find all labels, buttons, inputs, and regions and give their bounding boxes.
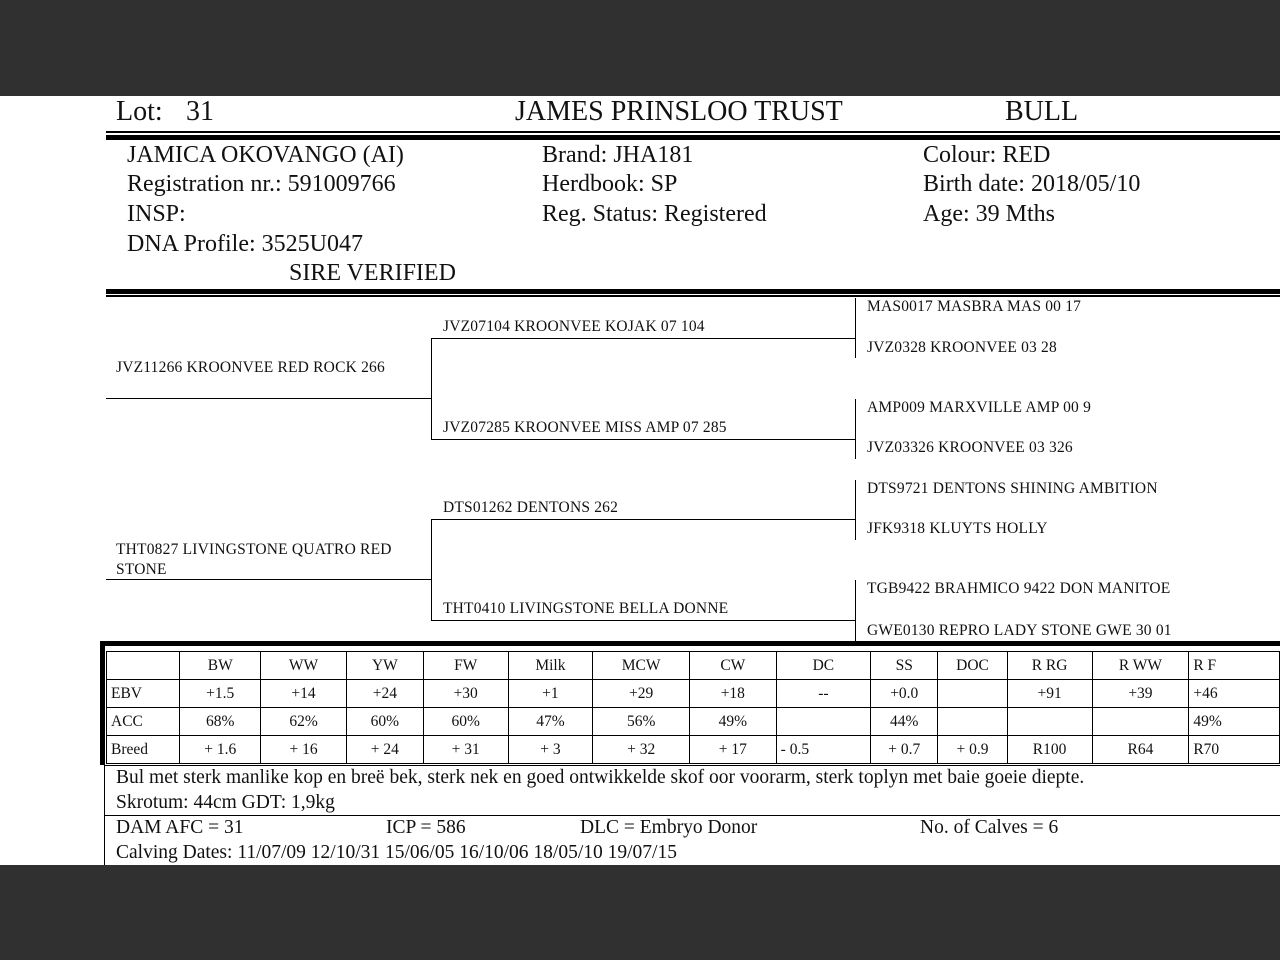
brand: Brand: JHA181	[542, 142, 694, 168]
header-cell: SS	[871, 652, 938, 680]
header-rule-thin	[106, 131, 1280, 133]
pedigree-dam: THT0827 LIVINGSTONE QUATRO RED STONE	[116, 541, 392, 578]
sire-verified: SIRE VERIFIED	[289, 260, 456, 286]
ggs-3: AMP009 MARXVILLE AMP 00 9	[867, 399, 1092, 416]
lot-label: Lot:	[116, 96, 163, 127]
ggs-5: DTS9721 DENTONS SHINING AMBITION	[867, 480, 1158, 497]
row-label: ACC	[107, 708, 180, 736]
breed-cell: + 16	[261, 736, 347, 764]
breed-cell: + 17	[689, 736, 776, 764]
header-rule-thick	[106, 135, 1280, 140]
pedigree-sire-dam: JVZ07285 KROONVEE MISS AMP 07 285	[443, 419, 727, 436]
age: Age: 39 Mths	[923, 201, 1055, 227]
bottom-dark-bar	[0, 865, 1280, 960]
acc-row	[107, 708, 1280, 736]
header-cell: WW	[261, 652, 347, 680]
acc-cell: 49%	[689, 708, 776, 736]
info-rule-thin	[106, 295, 1280, 297]
header-cell: DOC	[938, 652, 1007, 680]
acc-cell	[776, 708, 870, 736]
header-cell: R RG	[1007, 652, 1092, 680]
calving-dates: Calving Dates: 11/07/09 12/10/31 15/06/05 16/10/06 18/05/10 19/07/15	[116, 842, 677, 863]
dam-underline	[106, 579, 431, 580]
ebv-cell	[938, 680, 1007, 708]
sire-dam-line	[431, 439, 855, 440]
breed-cell: + 31	[423, 736, 508, 764]
acc-cell: 56%	[593, 708, 690, 736]
colour: Colour: RED	[923, 142, 1051, 168]
ebv-cell: +1	[508, 680, 593, 708]
header-cell: Milk	[508, 652, 593, 680]
header-cell: R WW	[1092, 652, 1189, 680]
ggs-bracket-3	[855, 480, 856, 540]
acc-cell: 47%	[508, 708, 593, 736]
ebv-table-wrapper	[106, 651, 1280, 765]
dam-dam-line	[431, 620, 855, 621]
herdbook: Herdbook: SP	[542, 171, 678, 197]
ggs-bracket-1	[855, 298, 856, 358]
lot-sheet	[0, 96, 1280, 865]
no-of-calves: No. of Calves = 6	[920, 817, 1059, 838]
ebv-cell: +91	[1007, 680, 1092, 708]
birth-date: Birth date: 2018/05/10	[923, 171, 1141, 197]
breed-cell: + 32	[593, 736, 690, 764]
ebv-table	[106, 651, 1280, 764]
breed-cell: R70	[1189, 736, 1280, 764]
table-top-bar	[100, 641, 1280, 646]
ebv-cell: +14	[261, 680, 347, 708]
ggs-1: MAS0017 MASBRA MAS 00 17	[867, 298, 1082, 315]
header-cell: DC	[776, 652, 870, 680]
pedigree-dam-dam: THT0410 LIVINGSTONE BELLA DONNE	[443, 600, 729, 617]
acc-cell: 68%	[180, 708, 261, 736]
ggs-4: JVZ03326 KROONVEE 03 326	[867, 439, 1073, 456]
breed-cell: + 0.7	[871, 736, 938, 764]
header-cell: CW	[689, 652, 776, 680]
row-label: Breed	[107, 736, 180, 764]
breed-cell: + 3	[508, 736, 593, 764]
header-cell: BW	[180, 652, 261, 680]
ebv-cell: +29	[593, 680, 690, 708]
top-dark-bar	[0, 0, 1280, 96]
breed-cell: + 0.9	[938, 736, 1007, 764]
comment-line-2: Skrotum: 44cm GDT: 1,9kg	[116, 792, 335, 813]
ebv-cell: +1.5	[180, 680, 261, 708]
icp: ICP = 586	[386, 817, 466, 838]
insp-field: INSP:	[127, 201, 186, 227]
lot-number: 31	[186, 96, 214, 127]
dam-info-top-rule	[104, 815, 1280, 816]
header-cell: MCW	[593, 652, 690, 680]
breed-cell: - 0.5	[776, 736, 870, 764]
ggs-8: GWE0130 REPRO LADY STONE GWE 30 01	[867, 622, 1172, 639]
ebv-cell: +0.0	[871, 680, 938, 708]
acc-cell: 62%	[261, 708, 347, 736]
header-cell: FW	[423, 652, 508, 680]
acc-cell	[938, 708, 1007, 736]
ebv-row	[107, 680, 1280, 708]
acc-cell: 60%	[346, 708, 423, 736]
breed-cell: + 24	[346, 736, 423, 764]
ggs-bracket-2	[855, 399, 856, 459]
dna-profile: DNA Profile: 3525U047	[127, 231, 363, 257]
sire-bracket	[431, 338, 432, 440]
ggs-2: JVZ0328 KROONVEE 03 28	[867, 339, 1057, 356]
acc-cell: 49%	[1189, 708, 1280, 736]
comment-line-1: Bul met sterk manlike kop en breë bek, sterk nek en goed ontwikkelde skof oor voorarm, sterk toplyn met baie goeie diepte.	[116, 767, 1085, 788]
ebv-cell: +24	[346, 680, 423, 708]
header-cell	[107, 652, 180, 680]
ebv-cell: +18	[689, 680, 776, 708]
ggs-bracket-4	[855, 580, 856, 641]
dam-bracket	[431, 519, 432, 621]
breed-row	[107, 736, 1280, 764]
acc-cell: 60%	[423, 708, 508, 736]
pedigree-dam-sire: DTS01262 DENTONS 262	[443, 499, 619, 516]
breed-cell: R64	[1092, 736, 1189, 764]
dlc: DLC = Embryo Donor	[580, 817, 758, 838]
dam-afc: DAM AFC = 31	[116, 817, 244, 838]
animal-category: BULL	[1005, 96, 1079, 127]
animal-name: JAMICA OKOVANGO (AI)	[127, 142, 404, 168]
sire-underline	[106, 398, 431, 399]
header-cell: YW	[346, 652, 423, 680]
sire-sire-line	[431, 338, 855, 339]
breed-cell: R100	[1007, 736, 1092, 764]
comment-top-rule	[104, 765, 1280, 766]
breed-cell: + 1.6	[180, 736, 261, 764]
info-rule-thick	[106, 289, 1280, 294]
reg-status: Reg. Status: Registered	[542, 201, 767, 227]
ggs-7: TGB9422 BRAHMICO 9422 DON MANITOE	[867, 580, 1171, 597]
pedigree-sire: JVZ11266 KROONVEE RED ROCK 266	[116, 359, 385, 376]
row-label: EBV	[107, 680, 180, 708]
ebv-header-row	[107, 652, 1280, 680]
header-cell: R F	[1189, 652, 1280, 680]
ebv-cell: +46	[1189, 680, 1280, 708]
ggs-6: JFK9318 KLUYTS HOLLY	[867, 520, 1048, 537]
dam-sire-line	[431, 519, 855, 520]
pedigree-sire-sire: JVZ07104 KROONVEE KOJAK 07 104	[443, 318, 705, 335]
acc-cell	[1007, 708, 1092, 736]
ebv-cell: +39	[1092, 680, 1189, 708]
acc-cell	[1092, 708, 1189, 736]
ebv-cell: +30	[423, 680, 508, 708]
table-left-bar	[100, 641, 105, 765]
ebv-cell: --	[776, 680, 870, 708]
registration-number: Registration nr.: 591009766	[127, 171, 396, 197]
acc-cell: 44%	[871, 708, 938, 736]
seller-name: JAMES PRINSLOO TRUST	[515, 96, 843, 127]
